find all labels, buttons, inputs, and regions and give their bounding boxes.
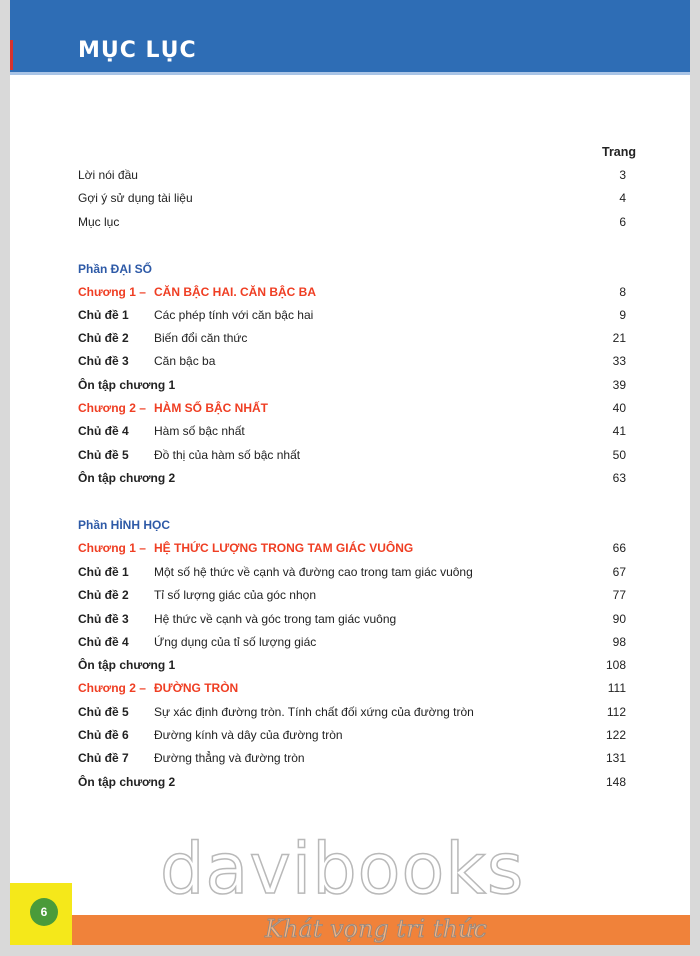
review-label: Ôn tập chương 1 xyxy=(78,378,176,392)
review-page: 148 xyxy=(605,775,626,789)
page-title: MỤC LỤC xyxy=(78,38,197,63)
chapter-title: HÀM SỐ BẬC NHẤT xyxy=(154,401,268,415)
toc-topic-row[interactable] xyxy=(78,585,638,605)
topic-label: Chủ đề 7 xyxy=(78,751,129,765)
topic-page: 90 xyxy=(612,612,626,626)
toc-review-row[interactable] xyxy=(78,655,638,675)
toc-entry-label: Gợi ý sử dụng tài liệu xyxy=(78,191,193,205)
topic-label: Chủ đề 2 xyxy=(78,588,129,602)
topic-title: Đường kính và dây của đường tròn xyxy=(154,728,343,742)
topic-label: Chủ đề 1 xyxy=(78,308,129,322)
review-page: 63 xyxy=(612,471,626,485)
watermark-brand: davibooks xyxy=(160,828,525,910)
part-heading-label: Phần HÌNH HỌC xyxy=(78,518,171,532)
toc-entry-contents[interactable] xyxy=(78,212,638,232)
topic-title: Đồ thị của hàm số bậc nhất xyxy=(154,448,301,462)
part-heading-geometry xyxy=(78,515,638,535)
chapter-title: HỆ THỨC LƯỢNG TRONG TAM GIÁC VUÔNG xyxy=(154,541,414,555)
toc-entry-page: 3 xyxy=(619,168,626,182)
topic-label: Chủ đề 3 xyxy=(78,354,129,368)
toc-entry-label: Lời nói đầu xyxy=(78,168,138,182)
topic-label: Chủ đề 6 xyxy=(78,728,129,742)
chapter-heading[interactable] xyxy=(78,678,638,698)
page-number-badge: 6 xyxy=(30,898,58,926)
part-heading-label: Phần ĐẠI SỐ xyxy=(78,262,153,276)
topic-page: 131 xyxy=(605,751,626,765)
topic-title: Một số hệ thức về cạnh và đường cao trong tam giác vuông xyxy=(154,565,473,579)
watermark-tagline: Khát vọng tri thức xyxy=(265,915,487,943)
chapter-page: 66 xyxy=(612,541,626,555)
chapter-label: Chương 2 – xyxy=(78,401,146,415)
chapter-page: 40 xyxy=(612,401,626,415)
header-accent-stripe xyxy=(10,40,13,70)
review-label: Ôn tập chương 2 xyxy=(78,471,176,485)
toc-topic-row[interactable] xyxy=(78,725,638,745)
page-column-label: Trang xyxy=(602,145,637,159)
review-page: 39 xyxy=(612,378,626,392)
toc-review-row[interactable] xyxy=(78,375,638,395)
chapter-label: Chương 2 – xyxy=(78,681,146,695)
topic-page: 67 xyxy=(612,565,626,579)
chapter-title: CĂN BẬC HAI. CĂN BẬC BA xyxy=(154,285,316,299)
topic-title: Sự xác định đường tròn. Tính chất đối xứng của đường tròn xyxy=(154,705,474,719)
review-page: 108 xyxy=(605,658,626,672)
topic-title: Hệ thức về cạnh và góc trong tam giác vuông xyxy=(154,612,397,626)
toc-topic-row[interactable] xyxy=(78,562,638,582)
topic-label: Chủ đề 4 xyxy=(78,424,129,438)
topic-page: 77 xyxy=(612,588,626,602)
topic-page: 33 xyxy=(612,354,626,368)
toc-review-row[interactable] xyxy=(78,468,638,488)
topic-label: Chủ đề 5 xyxy=(78,705,129,719)
toc-topic-row[interactable] xyxy=(78,702,638,722)
topic-page: 98 xyxy=(612,635,626,649)
topic-title: Đường thẳng và đường tròn xyxy=(154,751,305,765)
topic-title: Ứng dụng của tỉ số lượng giác xyxy=(154,635,317,649)
toc-topic-row[interactable] xyxy=(78,609,638,629)
topic-title: Căn bậc ba xyxy=(154,354,216,368)
toc-entry-page: 6 xyxy=(619,215,626,229)
topic-label: Chủ đề 3 xyxy=(78,612,129,626)
topic-page: 112 xyxy=(606,705,626,719)
chapter-heading[interactable] xyxy=(78,538,638,558)
toc-entry-usage-guide[interactable] xyxy=(78,188,638,208)
topic-page: 9 xyxy=(619,308,626,322)
part-heading-algebra xyxy=(78,259,638,279)
topic-title: Biến đổi căn thức xyxy=(154,331,248,345)
topic-label: Chủ đề 4 xyxy=(78,635,129,649)
toc-topic-row[interactable] xyxy=(78,445,638,465)
topic-title: Tỉ số lượng giác của góc nhọn xyxy=(154,588,316,602)
chapter-heading[interactable] xyxy=(78,282,638,302)
topic-label: Chủ đề 1 xyxy=(78,565,129,579)
toc-entry-preface[interactable] xyxy=(78,165,638,185)
toc-entry-label: Mục lục xyxy=(78,215,120,229)
header-divider xyxy=(10,72,690,75)
chapter-page: 8 xyxy=(619,285,626,299)
document-page xyxy=(10,0,690,945)
chapter-label: Chương 1 – xyxy=(78,285,146,299)
chapter-heading[interactable] xyxy=(78,398,638,418)
review-label: Ôn tập chương 2 xyxy=(78,775,176,789)
chapter-label: Chương 1 – xyxy=(78,541,146,555)
topic-page: 50 xyxy=(612,448,626,462)
topic-title: Các phép tính với căn bậc hai xyxy=(154,308,314,322)
toc-entry-page: 4 xyxy=(619,191,626,205)
toc-topic-row[interactable] xyxy=(78,328,638,348)
chapter-page: 111 xyxy=(607,681,626,695)
topic-page: 41 xyxy=(612,424,626,438)
toc-topic-row[interactable] xyxy=(78,748,638,768)
topic-label: Chủ đề 2 xyxy=(78,331,129,345)
review-label: Ôn tập chương 1 xyxy=(78,658,176,672)
topic-page: 122 xyxy=(605,728,626,742)
toc-topic-row[interactable] xyxy=(78,632,638,652)
topic-page: 21 xyxy=(612,331,626,345)
toc-topic-row[interactable] xyxy=(78,421,638,441)
toc-review-row[interactable] xyxy=(78,772,638,792)
toc-topic-row[interactable] xyxy=(78,351,638,371)
chapter-title: ĐƯỜNG TRÒN xyxy=(154,681,239,695)
topic-title: Hàm số bậc nhất xyxy=(154,424,245,438)
toc-topic-row[interactable] xyxy=(78,305,638,325)
topic-label: Chủ đề 5 xyxy=(78,448,129,462)
